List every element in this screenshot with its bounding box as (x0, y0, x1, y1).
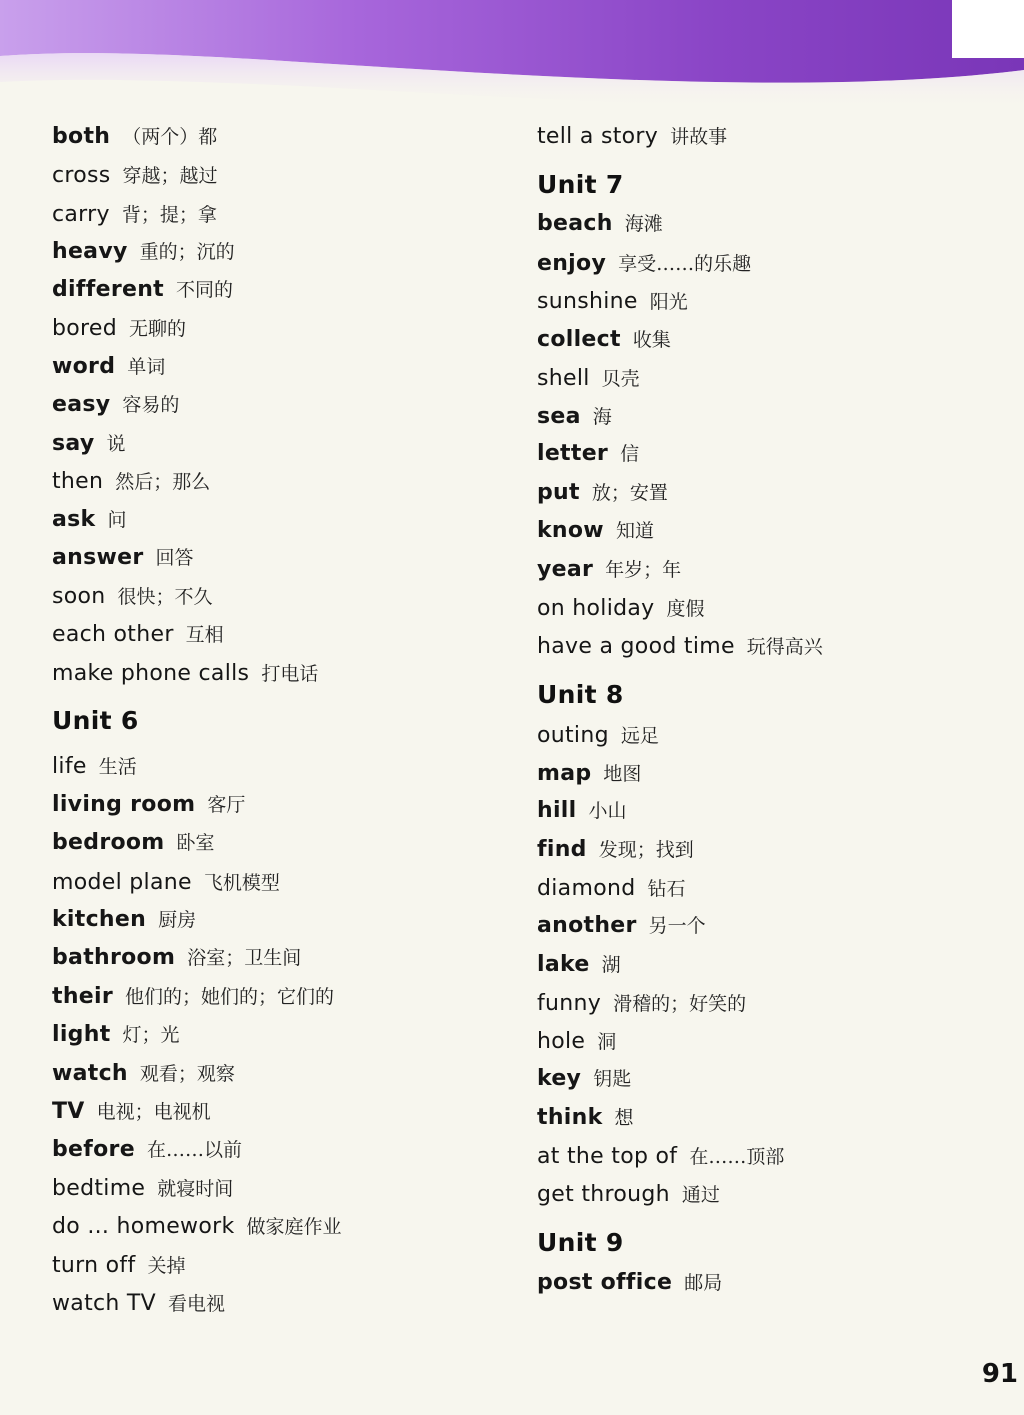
vocab-word: easy (52, 392, 111, 417)
vocab-entry (537, 325, 671, 355)
vocab-entry (52, 828, 215, 858)
vocab-word: say (52, 431, 95, 456)
vocab-entry (52, 1212, 342, 1242)
unit-heading: Unit 9 (537, 1228, 624, 1257)
vocab-word: heavy (52, 239, 128, 264)
vocab-word: at the top of (537, 1144, 678, 1169)
vocab-meaning: 知道 (615, 520, 654, 542)
vocab-meaning: （两个）都 (122, 126, 218, 148)
vocab-word: life (52, 754, 87, 779)
vocab-word: outing (537, 723, 609, 748)
vocab-word: know (537, 518, 604, 543)
vocab-word: their (52, 984, 113, 1009)
vocab-entry (52, 122, 217, 152)
top-decorative-band (0, 0, 1024, 130)
vocab-meaning: 发现；找到 (598, 839, 694, 861)
vocab-entry (52, 505, 127, 535)
vocab-word: bored (52, 316, 117, 341)
vocab-meaning: 收集 (632, 329, 671, 351)
vocab-meaning: 想 (614, 1107, 634, 1129)
vocab-meaning: 玩得高兴 (746, 636, 823, 658)
vocab-entry (52, 1135, 242, 1165)
vocab-word: post office (537, 1270, 673, 1295)
vocab-word: turn off (52, 1253, 136, 1278)
vocab-word: living room (52, 792, 196, 817)
vocab-entry (537, 364, 640, 394)
vocab-word: sunshine (537, 289, 638, 314)
vocab-word: bedtime (52, 1176, 146, 1201)
vocab-word: beach (537, 211, 613, 236)
vocab-word: cross (52, 163, 111, 188)
vocab-word: enjoy (537, 251, 607, 276)
vocab-meaning: 钻石 (647, 878, 686, 900)
vocab-meaning: 单词 (127, 356, 166, 378)
vocab-meaning: 湖 (601, 954, 621, 976)
vocab-entry (537, 835, 694, 865)
unit-heading: Unit 7 (537, 170, 624, 199)
vocab-word: have a good time (537, 634, 735, 659)
vocab-word: letter (537, 441, 609, 466)
vocab-entry (52, 200, 217, 230)
vocab-entry (52, 467, 210, 497)
vocab-word: map (537, 761, 592, 786)
vocab-meaning: 洞 (597, 1031, 617, 1053)
vocab-word: funny (537, 991, 602, 1016)
vocab-word: think (537, 1105, 603, 1130)
vocab-word: hill (537, 798, 577, 823)
vocab-word: make phone calls (52, 661, 250, 686)
vocab-word: each other (52, 622, 174, 647)
vocab-entry (52, 1020, 180, 1050)
vocab-entry (52, 982, 334, 1012)
vocab-meaning: 年岁；年 (605, 559, 682, 581)
vocab-meaning: 浴室；卫生间 (187, 947, 302, 969)
vocab-meaning: 互相 (185, 624, 224, 646)
vocab-entry (537, 1268, 722, 1298)
vocab-word: another (537, 913, 637, 938)
vocab-word: before (52, 1137, 135, 1162)
vocab-meaning: 海滩 (624, 213, 663, 235)
vocab-entry (537, 122, 727, 152)
vocab-word: shell (537, 366, 590, 391)
vocab-meaning: 海 (592, 406, 612, 428)
vocab-meaning: 贝壳 (601, 368, 640, 390)
vocab-meaning: 在……顶部 (689, 1146, 785, 1168)
corner-blank-area (952, 0, 1024, 58)
vocab-entry (537, 911, 706, 941)
vocab-meaning: 灯；光 (122, 1024, 180, 1046)
vocab-entry (537, 1103, 634, 1133)
vocab-entry (52, 314, 186, 344)
vocab-word: do ... homework (52, 1214, 235, 1239)
vocab-entry (537, 478, 668, 508)
vocab-entry (537, 950, 621, 980)
vocab-meaning: 生活 (98, 756, 137, 778)
unit-heading: Unit 6 (52, 706, 139, 735)
vocab-entry (537, 632, 823, 662)
vocab-entry (52, 161, 218, 191)
vocab-word: soon (52, 584, 106, 609)
vocab-meaning: 就寝时间 (157, 1178, 234, 1200)
vocab-entry (52, 352, 165, 382)
vocab-entry (52, 943, 301, 973)
vocab-entry (537, 1180, 720, 1210)
vocab-meaning: 说 (106, 433, 126, 455)
vocab-word: lake (537, 952, 590, 977)
vocab-meaning: 厨房 (158, 909, 197, 931)
vocab-entry (52, 1251, 186, 1281)
vocab-meaning: 然后；那么 (115, 471, 211, 493)
vocab-word: word (52, 354, 116, 379)
vocab-entry (52, 752, 137, 782)
vocab-entry (52, 1289, 225, 1319)
vocab-entry (52, 1097, 211, 1127)
vocab-entry (52, 868, 280, 898)
vocab-word: year (537, 557, 594, 582)
vocab-word: watch (52, 1061, 128, 1086)
vocab-entry (52, 620, 224, 650)
vocab-meaning: 关掉 (147, 1255, 186, 1277)
vocab-word: carry (52, 202, 110, 227)
vocab-word: sea (537, 404, 581, 429)
vocab-meaning: 讲故事 (670, 126, 728, 148)
vocab-word: answer (52, 545, 144, 570)
vocab-meaning: 看电视 (168, 1293, 226, 1315)
vocab-meaning: 通过 (681, 1184, 720, 1206)
vocab-meaning: 飞机模型 (203, 872, 280, 894)
vocab-meaning: 电视；电视机 (96, 1101, 211, 1123)
vocab-meaning: 远足 (620, 725, 659, 747)
vocab-meaning: 容易的 (122, 394, 180, 416)
vocab-entry (537, 759, 641, 789)
vocab-entry (537, 796, 627, 826)
vocab-entry (52, 659, 318, 689)
vocab-meaning: 度假 (666, 598, 705, 620)
vocab-entry (52, 582, 213, 612)
vocab-word: light (52, 1022, 111, 1047)
vocab-entry (537, 1064, 631, 1094)
vocab-meaning: 卧室 (176, 832, 215, 854)
vocab-entry (537, 287, 688, 317)
vocab-word: put (537, 480, 580, 505)
vocab-word: then (52, 469, 104, 494)
vocab-entry (537, 555, 681, 585)
vocab-meaning: 穿越；越过 (122, 165, 218, 187)
vocab-entry (537, 439, 639, 469)
vocab-word: different (52, 277, 165, 302)
vocab-meaning: 他们的；她们的；它们的 (125, 986, 335, 1008)
vocab-meaning: 打电话 (261, 663, 319, 685)
unit-heading: Unit 8 (537, 680, 624, 709)
vocab-entry (52, 1174, 233, 1204)
vocab-meaning: 另一个 (648, 915, 706, 937)
vocab-entry (52, 1059, 235, 1089)
vocab-entry (537, 1142, 784, 1172)
vocab-meaning: 无聊的 (129, 318, 187, 340)
vocab-meaning: 地图 (603, 763, 642, 785)
vocab-meaning: 享受……的乐趣 (618, 253, 752, 275)
vocab-entry (537, 516, 654, 546)
vocab-word: bedroom (52, 830, 165, 855)
vocab-entry (537, 249, 751, 279)
vocab-word: ask (52, 507, 96, 532)
vocab-word: kitchen (52, 907, 147, 932)
vocab-meaning: 放；安置 (591, 482, 668, 504)
vocab-word: bathroom (52, 945, 176, 970)
vocab-meaning: 观看；观察 (139, 1063, 235, 1085)
vocab-entry (52, 237, 235, 267)
vocab-word: both (52, 124, 111, 149)
vocab-entry (537, 209, 663, 239)
page-number: 91 (981, 1359, 1018, 1389)
vocab-meaning: 信 (620, 443, 640, 465)
vocab-entry (52, 275, 233, 305)
vocab-meaning: 问 (107, 509, 127, 531)
vocab-meaning: 很快；不久 (117, 586, 213, 608)
vocab-entry (537, 874, 685, 904)
vocab-entry (537, 989, 746, 1019)
vocab-meaning: 滑稽的；好笑的 (613, 993, 747, 1015)
vocab-word: diamond (537, 876, 636, 901)
vocab-meaning: 小山 (588, 800, 627, 822)
vocab-word: tell a story (537, 124, 659, 149)
vocab-word: get through (537, 1182, 670, 1207)
vocab-entry (52, 790, 245, 820)
vocab-word: collect (537, 327, 621, 352)
vocab-meaning: 邮局 (684, 1272, 723, 1294)
vocab-entry (52, 429, 126, 459)
vocab-entry (52, 905, 196, 935)
vocab-meaning: 做家庭作业 (246, 1216, 342, 1238)
vocab-meaning: 不同的 (176, 279, 234, 301)
vocab-word: watch TV (52, 1291, 157, 1316)
vocab-entry (52, 390, 179, 420)
vocab-entry (537, 721, 659, 751)
vocab-meaning: 背；提；拿 (121, 204, 217, 226)
vocab-meaning: 钥匙 (593, 1068, 632, 1090)
vocab-word: key (537, 1066, 582, 1091)
vocab-meaning: 在……以前 (146, 1139, 242, 1161)
vocab-word: model plane (52, 870, 192, 895)
vocab-word: on holiday (537, 596, 655, 621)
vocab-entry (537, 402, 612, 432)
vocab-meaning: 阳光 (649, 291, 688, 313)
vocab-meaning: 客厅 (207, 794, 246, 816)
vocab-word: TV (52, 1099, 85, 1124)
vocab-entry (537, 1027, 616, 1057)
vocab-word: hole (537, 1029, 586, 1054)
vocab-meaning: 重的；沉的 (139, 241, 235, 263)
vocab-entry (52, 543, 194, 573)
vocab-meaning: 回答 (155, 547, 194, 569)
vocab-word: find (537, 837, 587, 862)
vocab-entry (537, 594, 705, 624)
